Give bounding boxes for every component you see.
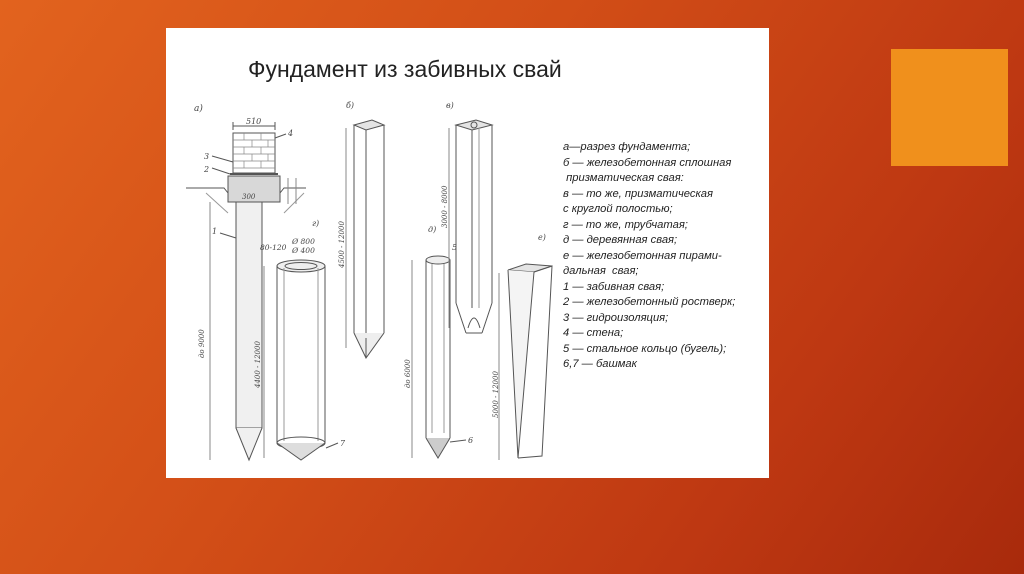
dim-pile-v-length: 3000 - 8000 (441, 185, 449, 228)
callout-2: 2 (204, 165, 210, 174)
dim-grillage-width: 300 (242, 193, 256, 201)
dim-tube-inner: Ø 400 (292, 246, 315, 255)
legend-item: 4 — стена; (563, 327, 624, 339)
legend-item: с круглой полостью; (563, 203, 673, 215)
dim-pile-a-length: до 9000 (198, 329, 206, 358)
label-panel-a: а) (194, 104, 203, 114)
legend-item: 5 — стальное кольцо (бугель); (563, 342, 727, 355)
dim-pile-d-length: до 6000 (404, 359, 412, 388)
callout-6: 6 (468, 436, 474, 445)
section-pyramidal-pile-e (499, 264, 552, 460)
dim-tube-length: 4400 - 12000 (254, 341, 262, 388)
legend-item: призматическая свая: (563, 172, 684, 184)
shoe-7 (277, 443, 325, 460)
dim-pile-e-length: 5000 - 12000 (492, 371, 500, 418)
legend-item: д — деревянная свая; (563, 234, 678, 246)
legend-item: дальная свая; (563, 265, 639, 277)
legend-item: б — железобетонная сплошная (563, 156, 732, 169)
wall-4 (233, 133, 275, 173)
callout-7: 7 (340, 439, 346, 448)
legend-item: 2 — железобетонный ростверк; (563, 296, 736, 308)
callout-3: 3 (204, 152, 210, 161)
accent-square (891, 49, 1008, 166)
legend-item: 3 — гидроизоляция; (563, 311, 669, 324)
section-prismatic-pile-b (346, 120, 384, 358)
label-panel-v: в) (446, 101, 454, 110)
dim-pile-b-length: 4500 - 12000 (338, 221, 346, 268)
dim-tube-outer: Ø 800 (292, 237, 315, 246)
section-hollow-pile-v (449, 120, 492, 333)
legend-item: е — железобетонная пирами- (563, 249, 722, 262)
legend-item: в — то же, призматическая (563, 187, 713, 200)
slide-title: Фундамент из забивных свай (248, 56, 562, 82)
pile-1 (236, 202, 262, 428)
callout-1: 1 (212, 227, 218, 236)
pile-1-tip (236, 428, 262, 460)
legend-item: г — то же, трубчатая; (563, 218, 688, 231)
callout-4: 4 (288, 129, 294, 138)
label-panel-b: б) (346, 101, 355, 110)
shoe-6 (426, 438, 450, 458)
legend-list (563, 140, 768, 373)
legend-item: а—разрез фундамента; (563, 141, 691, 153)
label-panel-g: г) (312, 219, 320, 228)
section-timber-pile-d (412, 256, 466, 458)
dim-wall-gap: 80-120 (260, 243, 287, 252)
legend-item: 6,7 — башмак (563, 358, 637, 370)
legend-item: 1 — забивная свая; (563, 280, 665, 293)
section-tubular-pile-g (264, 260, 338, 460)
dim-wall-width: 510 (246, 117, 262, 126)
label-panel-d: д) (428, 225, 437, 234)
callout-5: 5 (452, 243, 458, 252)
label-panel-e: е) (538, 233, 546, 242)
